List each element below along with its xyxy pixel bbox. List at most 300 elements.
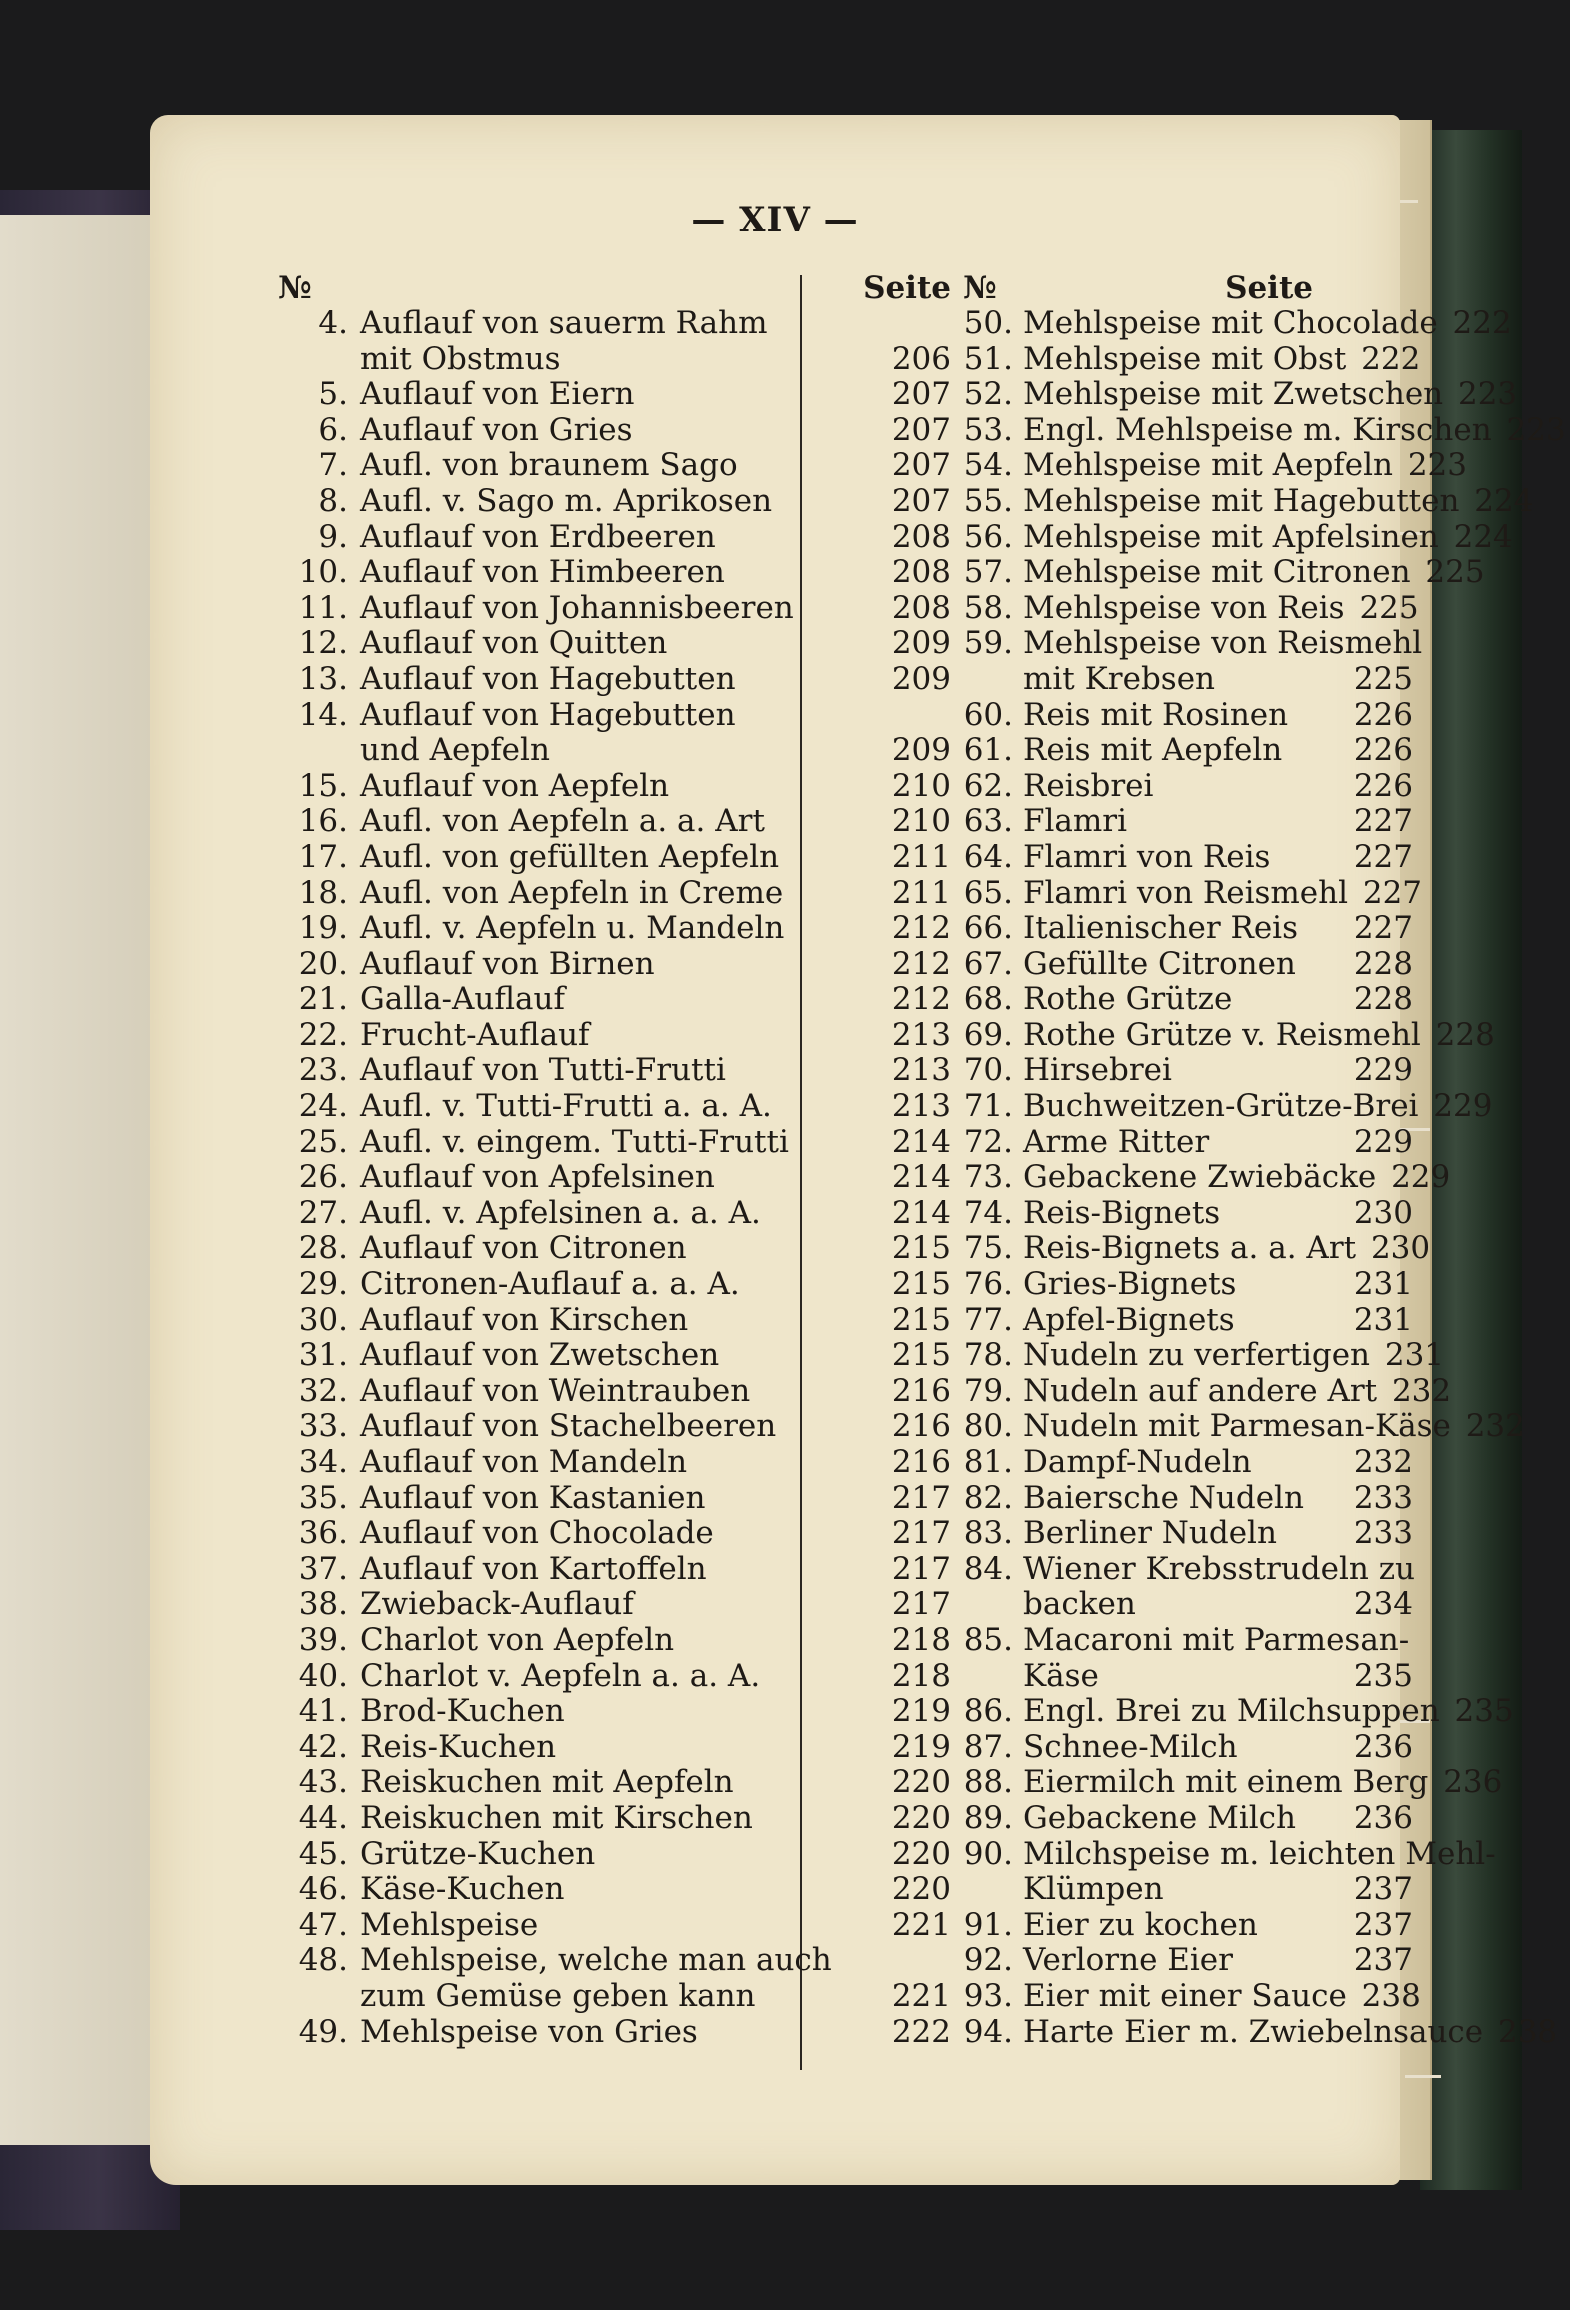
- entry-number: 32.: [298, 1372, 348, 1409]
- entry-page: 236: [1353, 1799, 1413, 1836]
- index-entry: [963, 411, 1566, 449]
- entry-title: Klümpen: [1023, 1871, 1164, 1908]
- index-column-right: [963, 270, 1566, 2050]
- entry-number: 15.: [298, 767, 348, 804]
- entry-title: Buchweitzen-Grütze-Brei: [1023, 1088, 1419, 1125]
- index-entry: [278, 626, 951, 662]
- entry-page: [1422, 626, 1496, 662]
- entry-title: Mehlspeise mit Apfelsinen: [1023, 518, 1439, 555]
- entry-page: 238: [1361, 1977, 1421, 2014]
- entry-page: 209: [891, 732, 951, 769]
- index-entry: [963, 1372, 1452, 1410]
- entry-page: 230: [1353, 1194, 1413, 1231]
- entry-title: Flamri von Reis: [1023, 838, 1271, 875]
- index-entry: [963, 1481, 1413, 1517]
- entry-page: 223: [1407, 447, 1467, 484]
- entry-page: 222: [891, 2013, 951, 2050]
- entry-title: Mehlspeise mit Aepfeln: [1023, 447, 1393, 484]
- entry-title: Eier zu kochen: [1023, 1906, 1258, 1943]
- entry-number: [963, 1872, 1023, 1908]
- entry-title: Charlot v. Aepfeln a. a. A.: [360, 1657, 761, 1694]
- index-entry: [963, 625, 1423, 662]
- index-entry: [278, 1125, 951, 1161]
- entry-number: 81.: [963, 1444, 1013, 1480]
- entry-page: 207: [891, 447, 951, 484]
- entry-page: 237: [1353, 1871, 1413, 1908]
- entry-number: 56.: [963, 518, 1013, 555]
- index-entry: [963, 874, 1423, 912]
- entry-number: 90.: [963, 1835, 1013, 1872]
- entry-title: Käse: [1023, 1657, 1099, 1694]
- entry-page: 224: [1474, 482, 1534, 519]
- entry-page: [1496, 1837, 1570, 1873]
- entry-page: 227: [1353, 910, 1413, 947]
- entry-title: Mehlspeise von Gries: [360, 2013, 698, 2050]
- index-entry: [963, 947, 1413, 983]
- entry-page: 208: [891, 518, 951, 555]
- entry-number: 51.: [963, 340, 1013, 377]
- index-entry: [278, 1338, 951, 1374]
- entry-title: Apfel-Bignets: [1023, 1301, 1235, 1338]
- index-entry: [963, 2013, 1558, 2051]
- entry-title: Reis-Bignets a. a. Art: [1023, 1230, 1357, 1267]
- entry-title: Hirsebrei: [1023, 1052, 1172, 1089]
- number-sign: №: [278, 270, 312, 306]
- entry-page: 221: [891, 1906, 951, 1943]
- index-entry: [278, 484, 951, 520]
- entry-page: 229: [1433, 1088, 1493, 1125]
- entry-title: Auflauf von Apfelsinen: [360, 1159, 715, 1196]
- entry-page: 231: [1353, 1301, 1413, 1338]
- entry-number: 12.: [298, 625, 348, 662]
- entry-number: 49.: [298, 2013, 348, 2050]
- index-entry: [278, 733, 951, 769]
- entry-page: 222: [1452, 305, 1512, 341]
- entry-number: [278, 1979, 360, 2015]
- entry-page: 209: [891, 625, 951, 662]
- entry-title: Auflauf von Birnen: [360, 945, 655, 982]
- entry-page: 207: [891, 376, 951, 413]
- entry-page: 219: [891, 1693, 951, 1730]
- entry-title: Auflauf von Quitten: [360, 625, 668, 662]
- entry-page: 221: [891, 1977, 951, 2014]
- entry-number: 27.: [298, 1194, 348, 1231]
- entry-title: Mehlspeise von Reis: [1023, 589, 1345, 626]
- entry-page: 215: [891, 1301, 951, 1338]
- entry-page: 237: [1353, 1906, 1413, 1943]
- entry-number: 77.: [963, 1301, 1013, 1338]
- index-entry: [963, 1088, 1493, 1125]
- entry-page: 208: [891, 554, 951, 591]
- entry-page: 216: [891, 1408, 951, 1445]
- entry-title: Reis mit Rosinen: [1023, 696, 1289, 733]
- index-entry: [963, 1125, 1413, 1161]
- entry-page: 215: [891, 1266, 951, 1303]
- index-entry: [963, 482, 1534, 520]
- index-entry: [963, 518, 1513, 556]
- entry-number: 30.: [298, 1301, 348, 1338]
- index-entry: [963, 982, 1413, 1018]
- entry-page: 209: [891, 660, 951, 697]
- entry-page: 235: [1454, 1693, 1514, 1730]
- entry-title: Aufl. v. Aepfeln u. Mandeln: [360, 910, 785, 947]
- entry-title: Eiermilch mit einem Berg: [1023, 1764, 1429, 1801]
- entry-title: Mehlspeise mit Hagebutten: [1023, 482, 1460, 519]
- entry-page: 211: [891, 838, 951, 875]
- entry-number: 82.: [963, 1479, 1013, 1516]
- entry-page: 213: [891, 1052, 951, 1089]
- index-entry: [963, 1730, 1413, 1766]
- book-board-left: [0, 215, 150, 2145]
- entry-number: 65.: [963, 874, 1013, 911]
- entry-page: 230: [1370, 1230, 1431, 1267]
- entry-number: [963, 1659, 1023, 1695]
- entry-number: 25.: [298, 1123, 348, 1160]
- entry-number: 19.: [298, 910, 348, 947]
- entry-title: backen: [1023, 1586, 1136, 1623]
- index-entry: [278, 1089, 951, 1125]
- entry-number: 57.: [963, 554, 1013, 591]
- entry-title: Mehlspeise mit Citronen: [1023, 554, 1411, 591]
- entry-number: 33.: [298, 1408, 348, 1445]
- index-entry: [963, 589, 1419, 627]
- entry-page: 236: [1353, 1728, 1413, 1765]
- entry-page: 234: [1353, 1586, 1413, 1623]
- entry-page: 227: [1362, 874, 1423, 911]
- entry-title: Auflauf von Erdbeeren: [360, 518, 716, 555]
- index-entry: [278, 876, 951, 912]
- entry-title: Engl. Mehlspeise m. Kirschen: [1023, 411, 1492, 448]
- entry-number: 94.: [963, 2013, 1013, 2050]
- entry-page: 228: [1353, 945, 1413, 982]
- entry-number: 43.: [298, 1764, 348, 1801]
- page-label: Seite: [1225, 270, 1313, 306]
- entry-page: 212: [891, 945, 951, 982]
- entry-title: Schnee-Milch: [1023, 1728, 1238, 1765]
- entry-title: Flamri: [1023, 803, 1128, 840]
- entry-number: 10.: [298, 554, 348, 591]
- entry-number: 14.: [298, 696, 348, 733]
- entry-title: Citronen-Auflauf a. a. A.: [360, 1266, 740, 1303]
- index-entry: [278, 1587, 951, 1623]
- index-entry: [963, 1230, 1431, 1267]
- index-entry: [278, 982, 951, 1018]
- index-entry: [278, 1552, 951, 1588]
- entry-number: 53.: [963, 411, 1013, 448]
- entry-page: 213: [891, 1088, 951, 1125]
- index-entry: [963, 1764, 1503, 1801]
- entry-title: Flamri von Reismehl: [1023, 874, 1349, 911]
- entry-page: 214: [891, 1194, 951, 1231]
- index-entry: [278, 377, 951, 413]
- entry-page: 231: [1384, 1337, 1445, 1374]
- index-entry: [278, 1943, 951, 1979]
- entry-number: 71.: [963, 1088, 1013, 1125]
- index-entry: [963, 1872, 1413, 1908]
- entry-title: mit Obstmus: [360, 340, 561, 377]
- entry-number: 16.: [298, 803, 348, 840]
- entry-page: 233: [1353, 1479, 1413, 1516]
- entry-number: 24.: [298, 1088, 348, 1125]
- entry-title: Reisbrei: [1023, 767, 1154, 804]
- index-entry: [278, 769, 951, 805]
- entry-number: 68.: [963, 981, 1013, 1018]
- entry-number: 39.: [298, 1621, 348, 1658]
- index-entry: [278, 1837, 951, 1873]
- index-entry: [278, 840, 951, 876]
- entry-number: 54.: [963, 447, 1013, 484]
- index-entry: [963, 340, 1421, 378]
- index-entry: [963, 1835, 1496, 1873]
- index-entry: [278, 1659, 951, 1695]
- index-entry: [963, 911, 1413, 947]
- index-entry: [278, 662, 951, 698]
- entry-page: 236: [1443, 1764, 1503, 1801]
- entry-title: Charlot von Aepfeln: [360, 1621, 675, 1658]
- entry-title: Gebackene Zwiebäcke: [1023, 1159, 1377, 1196]
- index-entry: [278, 1160, 951, 1196]
- entry-title: Rothe Grütze v. Reismehl: [1023, 1016, 1421, 1053]
- entry-title: Auflauf von Zwetschen: [360, 1337, 720, 1374]
- entry-page: 220: [891, 1871, 951, 1908]
- entry-page: 206: [891, 340, 951, 377]
- entry-number: [278, 342, 360, 378]
- entry-number: 74.: [963, 1194, 1013, 1231]
- entry-page: 218: [891, 1621, 951, 1658]
- entry-title: Auflauf von Weintrauben: [360, 1372, 751, 1409]
- entry-page: 233: [1353, 1515, 1413, 1552]
- index-entry: [278, 1908, 951, 1944]
- entry-page: [1415, 1552, 1489, 1588]
- index-entry: [278, 1801, 951, 1837]
- entry-title: Auflauf von Johannisbeeren: [360, 589, 794, 626]
- entry-title: Reis-Kuchen: [360, 1728, 557, 1765]
- entry-page: 232: [1391, 1372, 1452, 1409]
- index-entry: [278, 1267, 951, 1303]
- entry-title: Auflauf von Hagebutten: [360, 660, 736, 697]
- index-entry: [278, 591, 951, 627]
- entry-page: 217: [891, 1515, 951, 1552]
- entry-number: 64.: [963, 838, 1013, 875]
- index-entry: [963, 1659, 1413, 1695]
- index-entry: [278, 804, 951, 840]
- entry-title: Gebackene Milch: [1023, 1799, 1296, 1836]
- entry-number: 62.: [963, 767, 1013, 804]
- index-entry: [278, 1481, 951, 1517]
- entry-title: Auflauf von Chocolade: [360, 1515, 714, 1552]
- entry-page: 220: [891, 1764, 951, 1801]
- entry-page: 231: [1353, 1266, 1413, 1303]
- index-entry: [278, 1694, 951, 1730]
- entry-title: Milchspeise m. leichten Mehl-: [1023, 1835, 1496, 1872]
- entry-number: 75.: [963, 1230, 1013, 1267]
- entry-number: 59.: [963, 625, 1013, 662]
- entry-number: 13.: [298, 660, 348, 697]
- entry-title: Mehlspeise, welche man auch: [360, 1942, 832, 1979]
- index-entry: [278, 698, 951, 734]
- entry-page: 225: [1425, 554, 1485, 591]
- book-page: [150, 115, 1566, 2185]
- entry-title: Harte Eier m. Zwiebelnsauce: [1023, 2013, 1484, 2050]
- entry-number: 26.: [298, 1159, 348, 1196]
- entry-number: 70.: [963, 1052, 1013, 1089]
- entry-number: 69.: [963, 1016, 1013, 1053]
- entry-page: 235: [1353, 1657, 1413, 1694]
- entry-page: 214: [891, 1123, 951, 1160]
- entry-number: 85.: [963, 1621, 1013, 1658]
- entry-number: [278, 733, 360, 769]
- index-entry: [278, 911, 951, 947]
- index-entry: [278, 342, 951, 378]
- entry-number: 28.: [298, 1230, 348, 1267]
- index-entry: [963, 698, 1413, 734]
- page-label: Seite: [863, 270, 951, 306]
- index-entry: [278, 1196, 951, 1232]
- entry-title: Arme Ritter: [1023, 1123, 1210, 1160]
- page-header: — XIV —: [691, 200, 859, 240]
- index-entry: [278, 1303, 951, 1339]
- index-entry: [278, 306, 951, 342]
- index-entry: [278, 1979, 951, 2015]
- index-entry: [278, 1409, 951, 1445]
- entry-page: 228: [1435, 1016, 1495, 1053]
- entry-page: 215: [891, 1337, 951, 1374]
- entry-page: 212: [891, 981, 951, 1018]
- entry-number: 7.: [318, 447, 348, 484]
- entry-page: 222: [1361, 340, 1421, 377]
- entry-number: 17.: [298, 838, 348, 875]
- index-entry: [963, 1587, 1413, 1623]
- entry-title: Aufl. von gefüllten Aepfeln: [360, 838, 780, 875]
- entry-title: Eier mit einer Sauce: [1023, 1977, 1347, 2014]
- entry-title: Gries-Bignets: [1023, 1266, 1237, 1303]
- entry-number: 37.: [298, 1550, 348, 1587]
- entry-number: 41.: [298, 1693, 348, 1730]
- entry-title: Brod-Kuchen: [360, 1693, 565, 1730]
- entry-page: 216: [891, 1372, 951, 1409]
- index-entry: [963, 769, 1413, 805]
- entry-number: 47.: [298, 1906, 348, 1943]
- entry-page: 237: [1353, 1942, 1413, 1979]
- entry-number: 34.: [298, 1444, 348, 1480]
- entry-page: 226: [1353, 767, 1413, 804]
- index-entry: [278, 555, 951, 591]
- entry-number: 93.: [963, 1977, 1013, 2014]
- entry-title: mit Krebsen: [1023, 660, 1216, 697]
- edge-mark: [1405, 2075, 1441, 2078]
- index-entry: [963, 1908, 1413, 1944]
- index-entry: [278, 1018, 951, 1054]
- entry-number: 60.: [963, 696, 1013, 733]
- entry-title: Galla-Auflauf: [360, 981, 565, 1018]
- entry-number: 61.: [963, 732, 1013, 769]
- index-entry: [963, 1801, 1413, 1837]
- entry-page: 232: [1465, 1408, 1525, 1445]
- entry-title: Auflauf von Kastanien: [360, 1479, 706, 1516]
- entry-list-right: [963, 305, 1566, 2050]
- entry-page: 228: [1353, 981, 1413, 1018]
- entry-title: Nudeln mit Parmesan-Käse: [1023, 1408, 1451, 1445]
- entry-page: 227: [1353, 838, 1413, 875]
- entry-title: Macaroni mit Parmesan-: [1023, 1621, 1410, 1658]
- entry-title: Mehlspeise mit Chocolade: [1023, 305, 1438, 341]
- index-entry: [963, 1550, 1416, 1588]
- entry-title: Auflauf von Mandeln: [360, 1444, 688, 1480]
- entry-page: 213: [891, 1016, 951, 1053]
- entry-page: 212: [891, 910, 951, 947]
- entry-number: 18.: [298, 874, 348, 911]
- index-entry: [963, 554, 1485, 591]
- entry-page: 217: [891, 1550, 951, 1587]
- entry-page: 224: [1453, 518, 1513, 555]
- entry-number: 46.: [298, 1871, 348, 1908]
- index-entry: [963, 662, 1413, 698]
- entry-page: [881, 1943, 951, 1979]
- entry-page: 232: [1353, 1444, 1413, 1480]
- entry-number: 88.: [963, 1764, 1013, 1801]
- entry-number: [963, 662, 1023, 698]
- index-entry: [963, 1693, 1514, 1730]
- index-entry: [963, 733, 1413, 769]
- entry-number: 58.: [963, 589, 1013, 626]
- entry-number: 38.: [298, 1586, 348, 1623]
- index-entry: [963, 1445, 1413, 1481]
- index-entry: [278, 2015, 951, 2051]
- index-entry: [278, 1765, 951, 1801]
- index-entry: [963, 1053, 1413, 1089]
- entry-title: und Aepfeln: [360, 732, 550, 769]
- entry-number: 4.: [318, 305, 348, 341]
- column-header: [963, 270, 1463, 306]
- index-entry: [963, 840, 1413, 876]
- entry-number: 35.: [298, 1479, 348, 1516]
- number-sign: №: [963, 270, 997, 306]
- entry-number: [963, 1587, 1023, 1623]
- entry-title: Mehlspeise von Reismehl: [1023, 625, 1423, 662]
- entry-title: zum Gemüse geben kann: [360, 1977, 756, 2014]
- entry-title: Mehlspeise mit Obst: [1023, 340, 1347, 377]
- entry-title: Mehlspeise mit Zwetschen: [1023, 376, 1444, 413]
- entry-title: Aufl. von braunem Sago: [360, 447, 738, 484]
- index-entry: [278, 1231, 951, 1267]
- entry-page: 223: [1506, 411, 1566, 448]
- entry-title: Verlorne Eier: [1023, 1942, 1233, 1979]
- entry-number: 9.: [318, 518, 348, 555]
- entry-title: Reiskuchen mit Kirschen: [360, 1799, 753, 1836]
- entry-title: Reiskuchen mit Aepfeln: [360, 1764, 734, 1801]
- entry-number: 45.: [298, 1835, 348, 1872]
- index-entry: [963, 1159, 1451, 1196]
- entry-page: [881, 698, 951, 734]
- entry-title: Dampf-Nudeln: [1023, 1444, 1252, 1480]
- entry-page: 217: [891, 1586, 951, 1623]
- entry-title: Reis-Bignets: [1023, 1194, 1221, 1231]
- entry-number: 78.: [963, 1337, 1013, 1374]
- entry-number: 31.: [298, 1337, 348, 1374]
- index-entry: [278, 413, 951, 449]
- index-entry: [278, 1623, 951, 1659]
- entry-number: 67.: [963, 945, 1013, 982]
- entry-title: Auflauf von Aepfeln: [360, 767, 670, 804]
- entry-page: 216: [891, 1444, 951, 1480]
- entry-number: 73.: [963, 1159, 1013, 1196]
- entry-page: 225: [1353, 660, 1413, 697]
- entry-title: Nudeln zu verfertigen: [1023, 1337, 1371, 1374]
- entry-page: 207: [891, 411, 951, 448]
- entry-number: 79.: [963, 1372, 1013, 1409]
- entry-title: Auflauf von Himbeeren: [360, 554, 725, 591]
- entry-title: Berliner Nudeln: [1023, 1515, 1277, 1552]
